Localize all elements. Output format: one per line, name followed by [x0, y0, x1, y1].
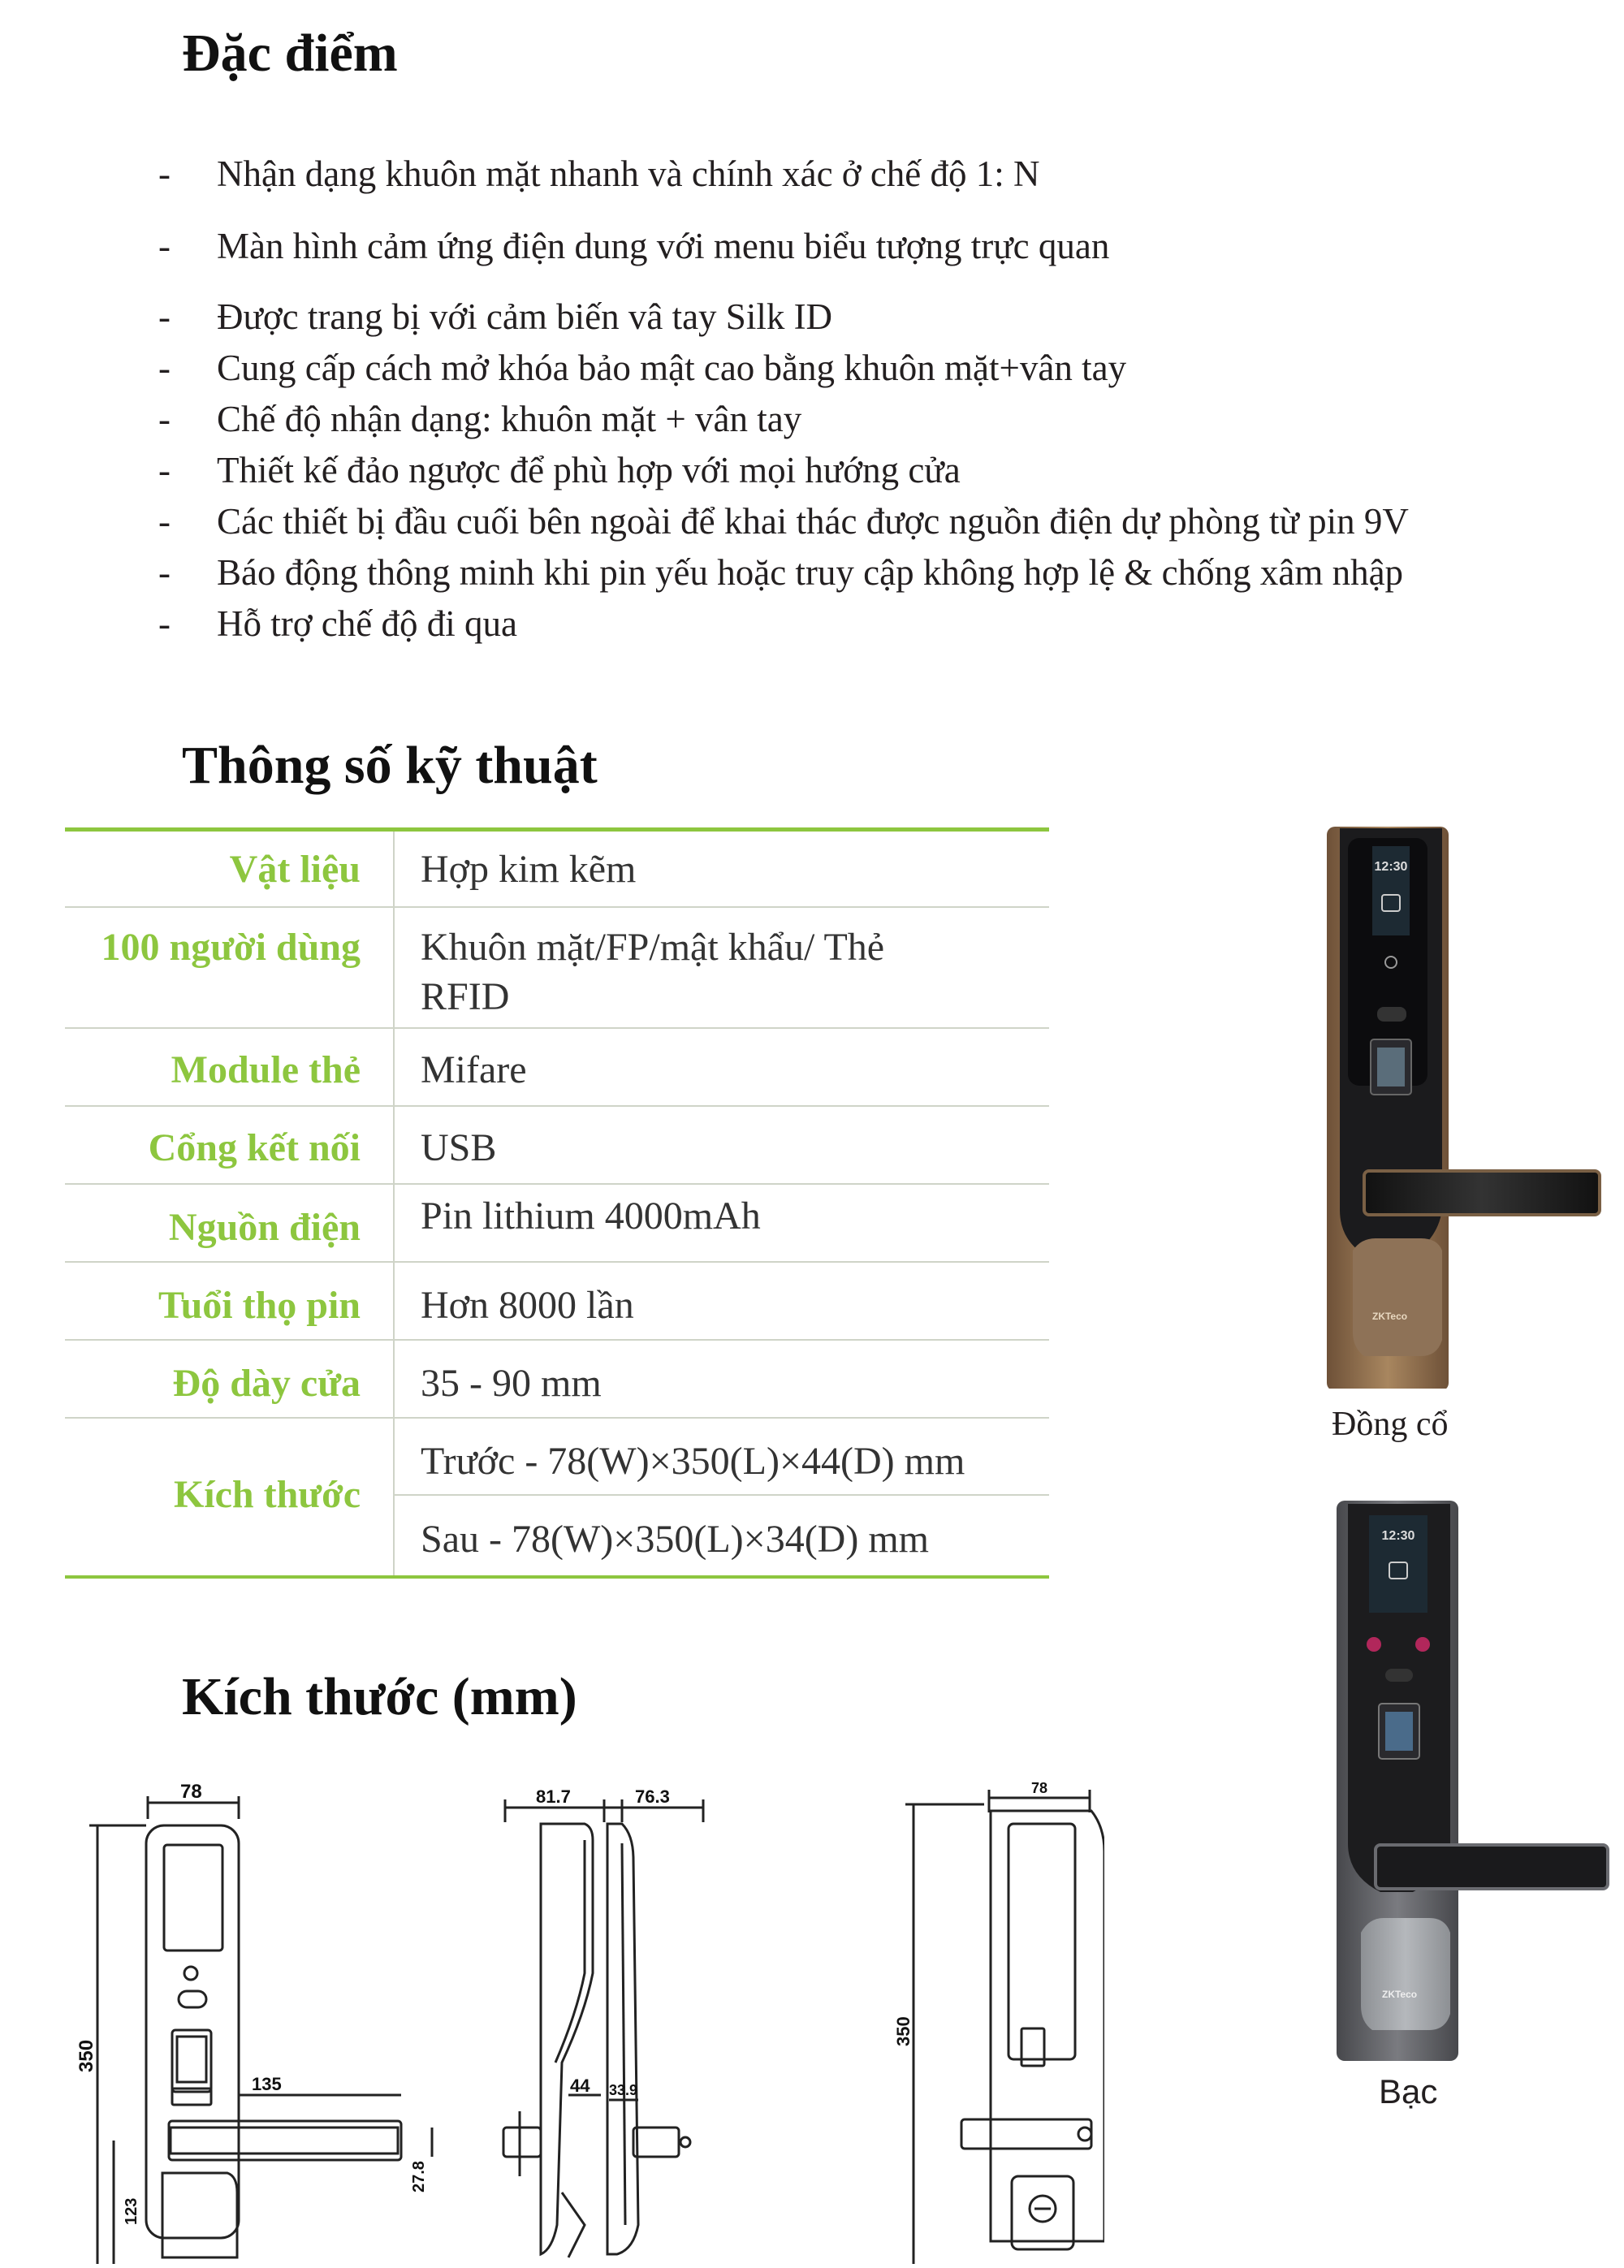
spec-label: Cổng kết nối [148, 1126, 361, 1169]
feature-text: Chế độ nhận dạng: khuôn mặt + vân tay [217, 399, 802, 439]
feature-bullet: - [158, 399, 171, 439]
product-lock-antique-copper [1315, 820, 1608, 1389]
spec-label: Độ dày cửa [172, 1362, 361, 1405]
feature-text: Thiết kế đảo ngược để phù hợp với mọi hướng cửa [217, 450, 961, 490]
feature-bullet: - [158, 348, 171, 388]
dim-handle-offset: 123 [123, 2197, 140, 2225]
spec-row-divider [65, 906, 1049, 908]
spec-row-divider [65, 1339, 1049, 1341]
spec-label: 100 người dùng [101, 926, 361, 969]
spec-table-top-border [65, 827, 1049, 832]
spec-value: Hợp kim kẽm [421, 848, 637, 891]
spec-value-line2: RFID [421, 975, 510, 1018]
feature-text: Các thiết bị đầu cuối bên ngoài để khai thác được nguồn điện dự phòng từ pin 9V [217, 501, 1409, 542]
dim-handle-depth: 44 [570, 2076, 590, 2096]
feature-text: Báo động thông minh khi pin yếu hoặc truy cập không hợp lệ & chống xâm nhập [217, 552, 1404, 593]
product-screen-time: 12:30 [1374, 860, 1408, 874]
dim-side-depth-rear: 76.3 [635, 1786, 670, 1807]
dim-side-depth-front: 81.7 [536, 1786, 571, 1807]
spec-row-divider [65, 1027, 1049, 1029]
spec-value: Hơn 8000 lần [421, 1284, 634, 1327]
spec-value: Pin lithium 4000mAh [421, 1194, 761, 1238]
spec-value: Mifare [421, 1048, 527, 1091]
spec-value-line2: Sau - 78(W)×350(L)×34(D) mm [421, 1518, 929, 1561]
spec-label: Vật liệu [229, 848, 361, 891]
side-view-rear-drawing [604, 1786, 703, 2254]
spec-value: USB [421, 1126, 497, 1169]
svg-text:ZKTeco: ZKTeco [1372, 1311, 1408, 1322]
dim-spindle: 27.8 [410, 2161, 428, 2192]
rear-view-drawing [893, 1780, 1104, 2264]
spec-label: Nguồn điện [168, 1206, 361, 1249]
feature-text: Màn hình cảm ứng điện dung với menu biểu tượng trực quan [217, 226, 1110, 266]
dim-handle-length: 135 [252, 2074, 282, 2094]
spec-label: Module thẻ [171, 1048, 361, 1091]
features-heading: Đặc điểm [182, 24, 398, 83]
side-view-front-drawing [410, 1786, 622, 2257]
specs-heading: Thông số kỹ thuật [182, 736, 598, 795]
spec-value: Trước - 78(W)×350(L)×44(D) mm [421, 1440, 965, 1483]
product-caption: Bạc [1379, 2072, 1438, 2110]
feature-bullet: - [158, 603, 171, 644]
feature-bullet: - [158, 153, 171, 194]
spec-label: Tuổi thọ pin [158, 1284, 361, 1327]
spec-row-divider [65, 1261, 1049, 1263]
spec-label: Kích thước [173, 1473, 361, 1516]
spec-table-column-divider [393, 832, 395, 1575]
dim-rear-height: 350 [893, 2016, 914, 2046]
spec-value: 35 - 90 mm [421, 1362, 602, 1405]
front-view-drawing [76, 1781, 401, 2264]
dimensions-heading: Kích thước (mm) [182, 1667, 577, 1726]
dimension-drawings [65, 1770, 1104, 2264]
product-caption: Đồng cổ [1332, 1406, 1449, 1443]
feature-text: Cung cấp cách mở khóa bảo mật cao bằng khuôn mặt+vân tay [217, 348, 1127, 388]
spec-table-bottom-border [65, 1575, 1049, 1579]
dim-rear-width: 78 [1031, 1780, 1048, 1796]
feature-bullet: - [158, 450, 171, 490]
feature-bullet: - [158, 296, 171, 337]
spec-value: Khuôn mặt/FP/mật khẩu/ Thẻ [421, 926, 885, 969]
dim-rear-thickness: 33.9 [609, 2082, 638, 2098]
spec-row-divider [65, 1183, 1049, 1185]
feature-text: Được trang bị với cảm biến vâ tay Silk ID [217, 296, 833, 337]
dim-front-width: 78 [180, 1781, 202, 1803]
spec-row-divider [65, 1105, 1049, 1107]
product-screen-time: 12:30 [1381, 1529, 1415, 1543]
svg-text:ZKTeco: ZKTeco [1382, 1989, 1418, 2000]
feature-bullet: - [158, 226, 171, 266]
feature-bullet: - [158, 501, 171, 542]
feature-text: Nhận dạng khuôn mặt nhanh và chính xác ở chế độ 1: N [217, 153, 1040, 194]
product-lock-silver [1324, 1494, 1616, 2063]
spec-row-divider [393, 1494, 1049, 1496]
feature-text: Hỗ trợ chế độ đi qua [217, 603, 517, 644]
dim-front-height: 350 [76, 2039, 97, 2072]
feature-bullet: - [158, 552, 171, 593]
spec-row-divider [65, 1417, 1049, 1419]
